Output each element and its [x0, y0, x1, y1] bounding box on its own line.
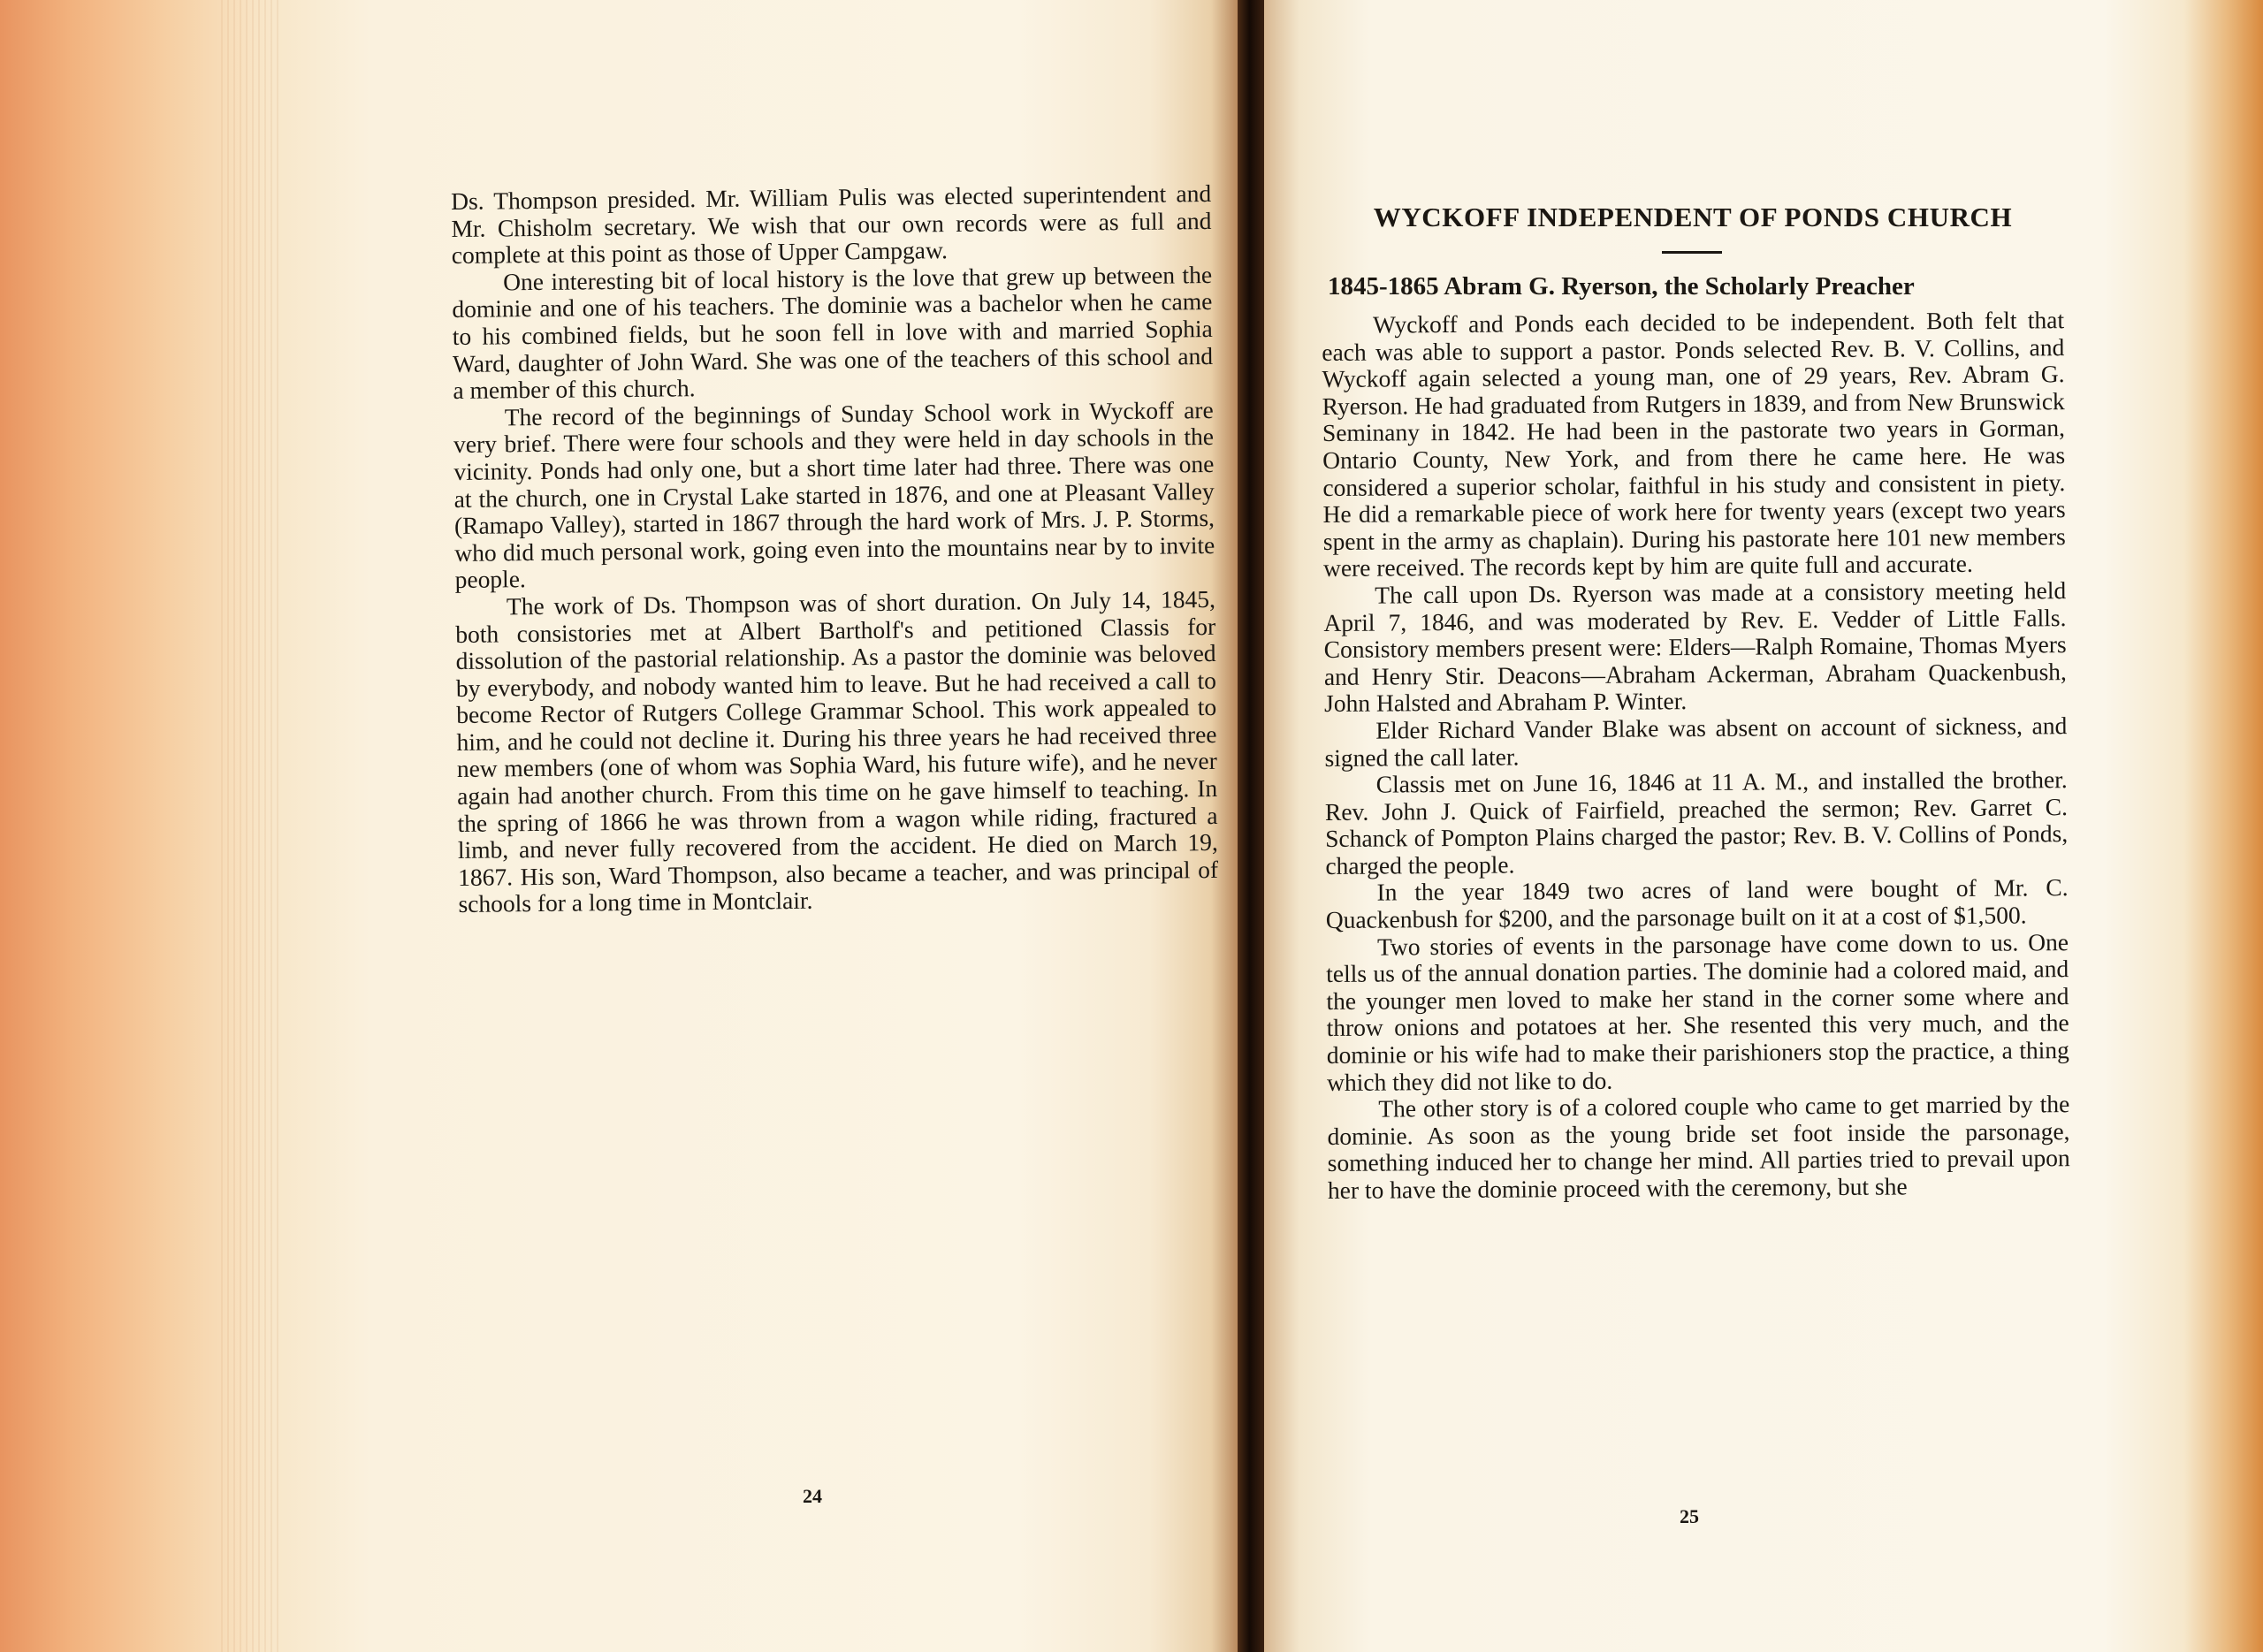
- chapter-title: WYCKOFF INDEPENDENT OF PONDS CHURCH: [1373, 202, 2013, 232]
- paragraph: Two stories of events in the parsonage have come down to us. One tells us of the annual donation parties. The dominie had a colored maid, and the younger men loved to make her stand in the corner some where and throw onions and potatoes at her. She resented this very much, and the dominie or his wife had to make their parishioners stop the practice, a thing which they did not like to do.: [1326, 927, 2069, 1096]
- paragraph: The call upon Ds. Ryerson was made at a consistory meeting held April 7, 1846, and was moderated by Rev. E. Vedder of Little Falls. Consistory members present were: Elders—Ralph Romaine, Thomas Myers and Henry Stir. Deacons—Abraham Ackerman, Abraham Quackenbush, John Halsted and Abraham P. Winter.: [1323, 576, 2067, 718]
- section-heading: 1845-1865 Abram G. Ryerson, the Scholarly Preacher: [1328, 272, 1915, 301]
- title-rule: [1662, 251, 1722, 254]
- page-number-right: 25: [1680, 1505, 1699, 1527]
- paragraph: One interesting bit of local history is the love that grew up between the dominie and one of his teachers. The dominie was a bachelor when he came to his combined fields, but he soon fell in love with and married Sophia Ward, daughter of John Ward. She was one of the teachers of this school and a member of this church.: [452, 260, 1214, 405]
- paragraph: Ds. Thompson presided. Mr. William Pulis was elected superintendent and Mr. Chisholm secretary. We wish that our own records were as full and complete at this point as those of Upper Campgaw.: [450, 179, 1212, 270]
- paragraph: The work of Ds. Thompson was of short duration. On July 14, 1845, both consistories met at Albert Bartholf's and petitioned Classis for dissolution of the pastorial relationship. As a pastor the dominie was beloved by everybody, and nobody wanted him to leave. But he had received a call to become Rector of Rutgers College Grammar School. This work appealed to him, and he could not decline it. During his three years he had received three new members (one of whom was Sophia Ward, his future wife), and he never again had another church. From this time on he gave himself to teaching. In the spring of 1866 he was thrown from a wagon while riding, fractured a limb, and never fully recovered from the accident. He died on March 19, 1867. His son, Ward Thompson, also became a teacher, and was principal of schools for a long time in Montclair.: [455, 584, 1219, 918]
- page-edge-texture: [221, 0, 283, 1652]
- right-page-body: [1322, 307, 2070, 1204]
- paragraph: Elder Richard Vander Blake was absent on account of sickness, and signed the call later.: [1324, 712, 2068, 772]
- book-gutter: [1238, 0, 1264, 1652]
- paragraph: Wyckoff and Ponds each decided to be independent. Both felt that each was able to support a pastor. Ponds selected Rev. B. V. Collins, and Wyckoff again selected a young man, one of 29 years, Rev. Abram G. Ryerson. He had graduated from Rutgers in 1839, and from New Brunswick Seminany in 1842. He had been in the pastorate two years in Gorman, Ontario County, New York, and from there he came here. He was considered a superior scholar, faithful in his study and consistent in piety. He did a remarkable piece of work here for twenty years (except two years spent in the army as chaplain). During his pastorate here 101 new members were received. The records kept by him are quite full and accurate.: [1322, 306, 2066, 582]
- left-page-body: [451, 180, 1219, 918]
- paragraph: The other story is of a colored couple who came to get married by the dominie. As soon as the young bride set foot inside the parsonage, something induced her to change her mind. All parties tried to prevail upon her to have the dominie proceed with the ceremony, but she: [1327, 1090, 2070, 1204]
- paragraph: The record of the beginnings of Sunday School work in Wyckoff are very brief. There were four schools and they were held in day schools in the vicinity. Ponds had only one, but a short time later had three. There was one at the church, one in Crystal Lake started in 1876, and one at Pleasant Valley (Ramapo Valley), started in 1867 through the hard work of Mrs. J. P. Storms, who did much personal work, going even into the mountains near by to invite people.: [453, 395, 1215, 594]
- page-number-left: 24: [803, 1485, 822, 1507]
- paragraph: Classis met on June 16, 1846 at 11 A. M., and installed the brother. Rev. John J. Quick of Fairfield, preached the sermon; Rev. Garret C. Schanck of Pompton Plains charged the pastor; Rev. B. V. Collins of Ponds, charged the people.: [1324, 765, 2069, 879]
- paragraph: In the year 1849 two acres of land were bought of Mr. C. Quackenbush for $200, and the parsonage built on it at a cost of $1,500.: [1325, 873, 2069, 934]
